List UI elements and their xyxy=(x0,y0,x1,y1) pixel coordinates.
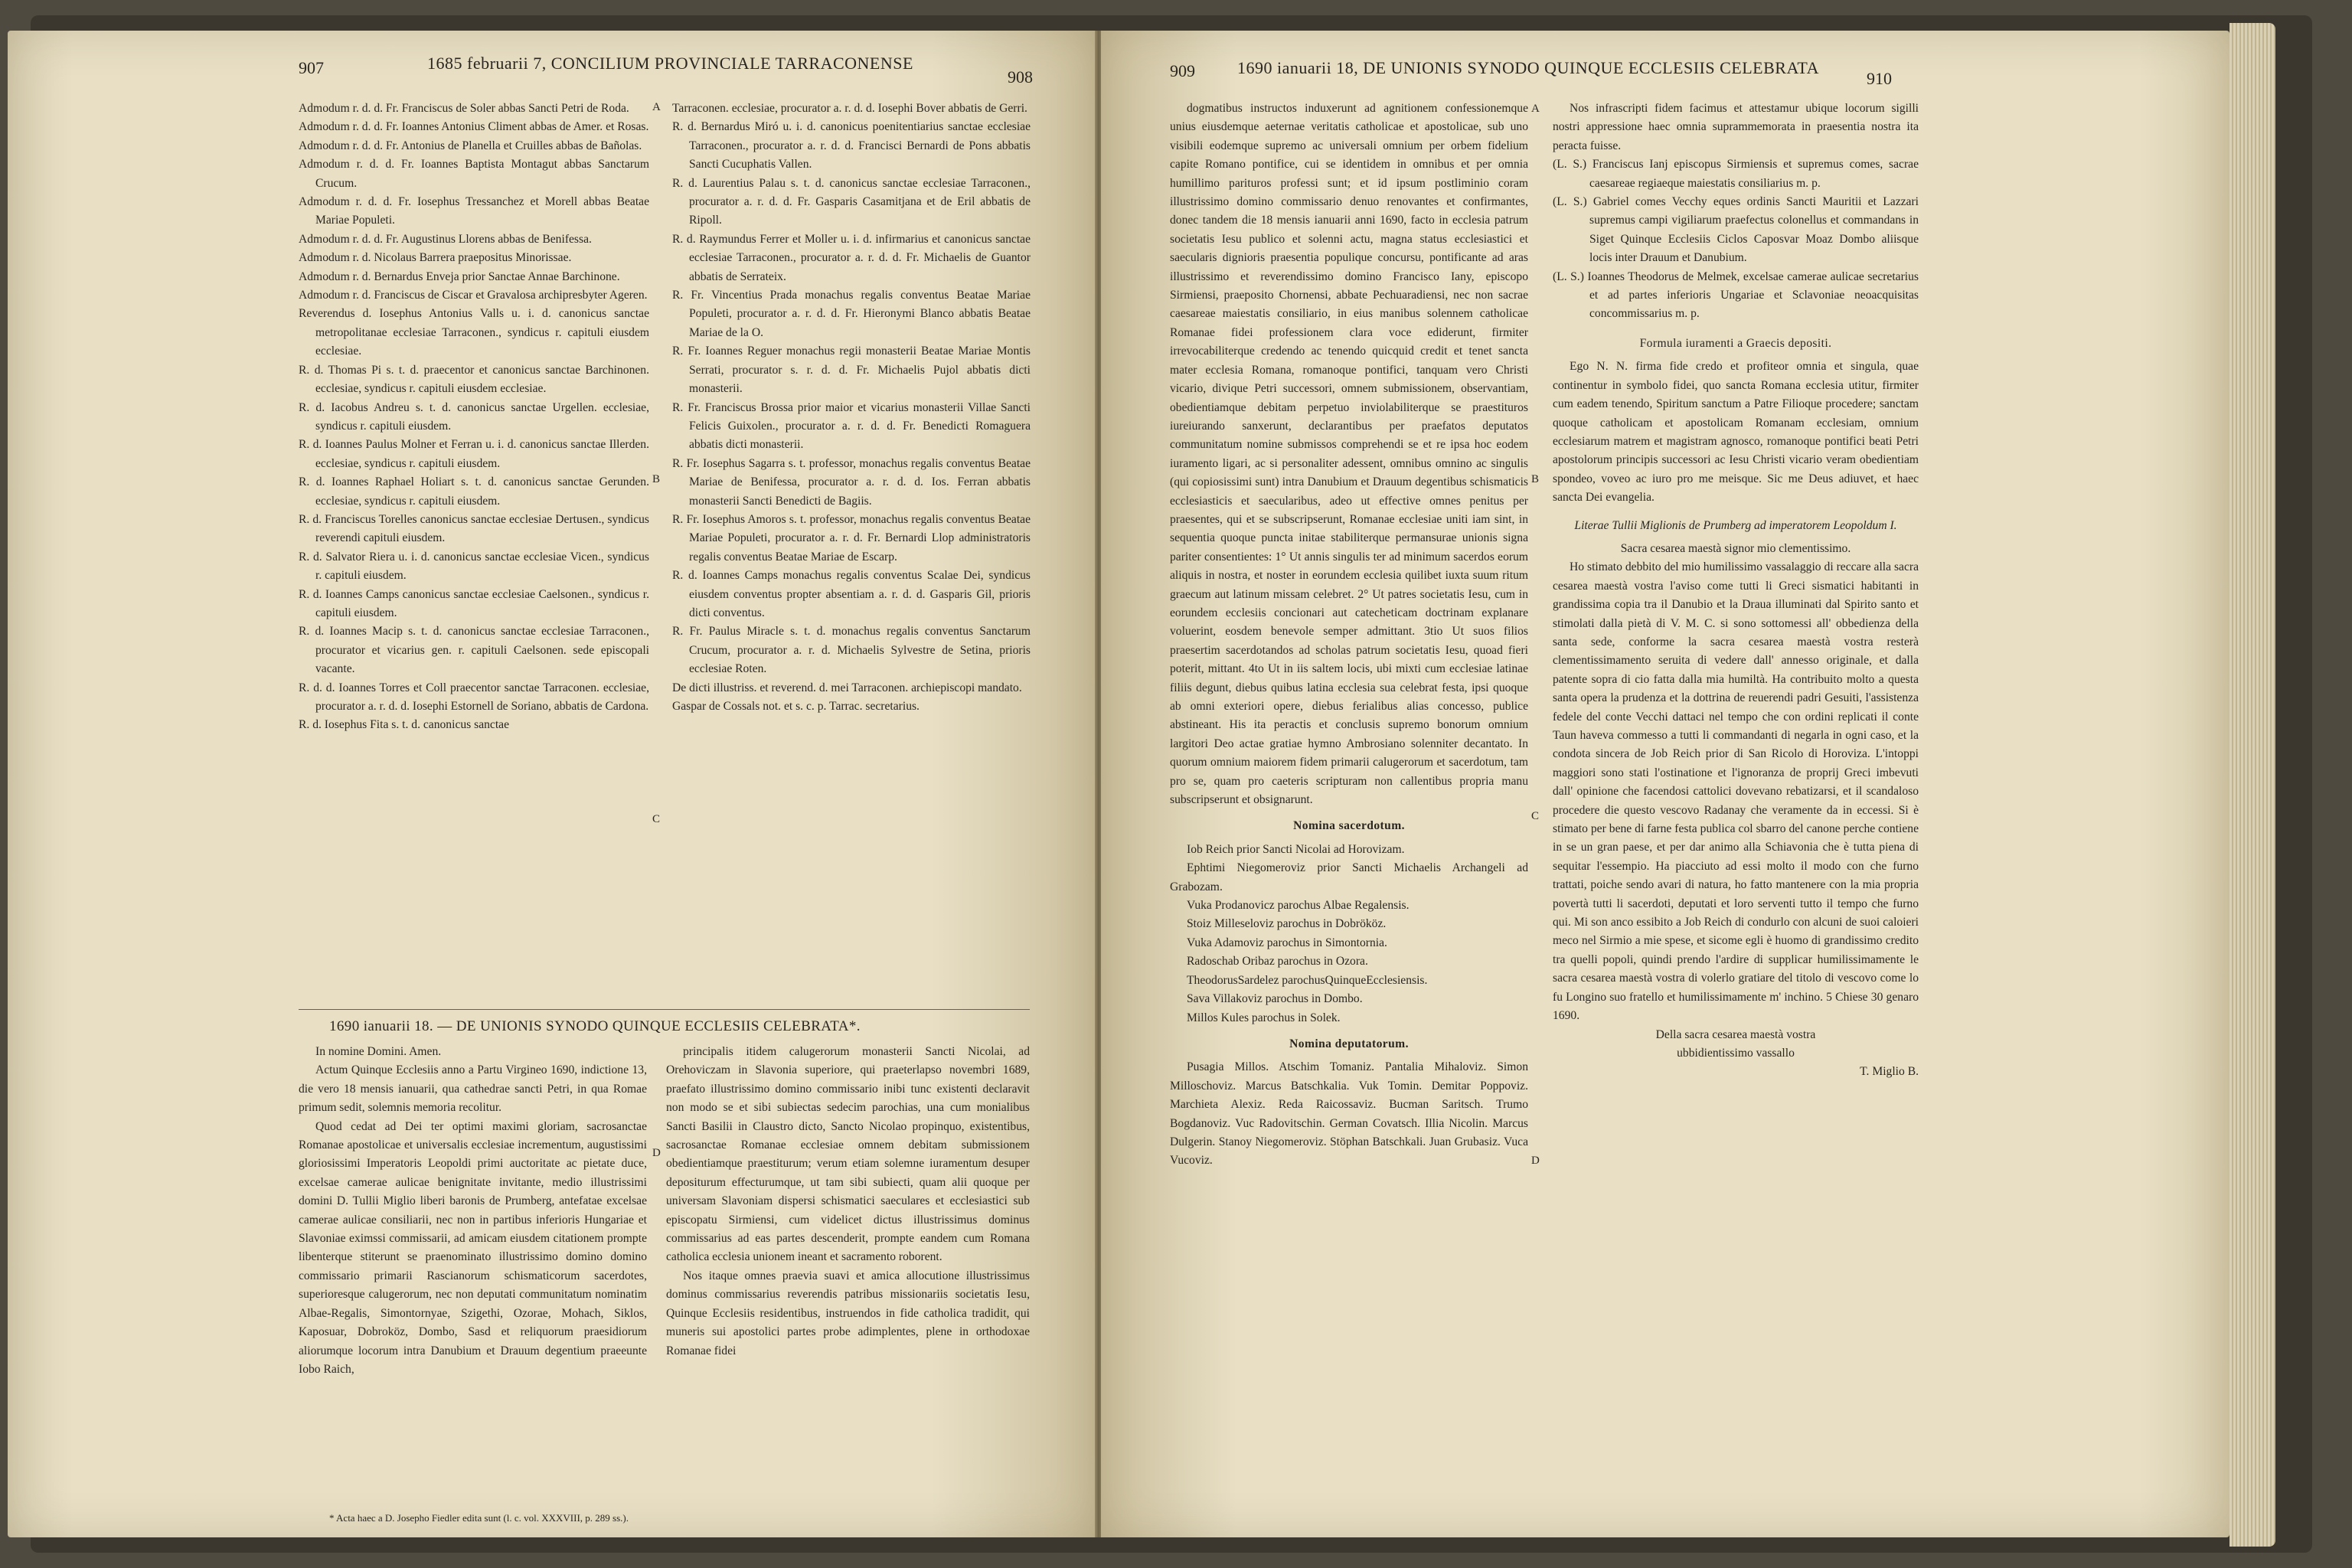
margin-letter: A xyxy=(652,101,661,113)
footnote: * Acta haec a D. Josepho Fiedler edita sunt (l. c. vol. XXXVIII, p. 289 ss.). xyxy=(329,1512,629,1524)
list-entry: R. d. Bernardus Miró u. i. d. canonicus poenitentiarius sanctae ecclesiae Tarraconen., procurator a. r. d. d. Francisci Bernardi de Pons abbatis Sancti Cucuphatis Vallen. xyxy=(672,120,1031,172)
seal-mark: (L. S.) xyxy=(1553,158,1592,172)
letter-paragraph: Della sacra cesarea maestà vostra xyxy=(1655,1027,1816,1041)
list-entry: R. d. Ioannes Raphael Holiart s. t. d. canonicus sanctae Gerunden. ecclesiae, syndicus r. capituli eiusdem. xyxy=(299,475,649,508)
seal-mark: (L. S.) xyxy=(1553,195,1593,209)
name-entry: Vuka Adamoviz parochus in Simontornia. xyxy=(1187,936,1387,949)
list-entry: R. d. Ioannes Camps canonicus sanctae ecclesiae Caelsonen., syndicus r. capituli eiusdem. xyxy=(299,587,649,619)
list-entry: R. d. Laurentius Palau s. t. d. canonicus sanctae ecclesiae Tarraconen., procurator a. r. d. d. Fr. Gasparis Casamitjana et de Eril abbatis de Ripoll. xyxy=(672,176,1031,227)
list-entry: R. d. Ioannes Macip s. t. d. canonicus sanctae ecclesiae Tarraconen., procurator et vicarius gen. r. capituli Caelsonen. sede episcopali vacante. xyxy=(299,625,649,676)
list-entry: Admodum r. d. d. Fr. Augustinus Llorens abbas de Benifessa. xyxy=(299,232,592,246)
name-entry: Vuka Prodanovicz parochus Albae Regalensis. xyxy=(1187,899,1410,913)
nomina-sacerdotum-list xyxy=(1170,841,1528,1027)
letter-text xyxy=(1553,540,1919,1082)
name-entry: Iob Reich prior Sancti Nicolai ad Horovizam. xyxy=(1187,842,1405,856)
name-entry: Millos Kules parochus in Solek. xyxy=(1187,1011,1341,1024)
list-entry: R. d. Franciscus Torelles canonicus sanctae ecclesiae Dertusen., syndicus reverendi capituli eiusdem. xyxy=(299,512,649,545)
name-entry: TheodorusSardelez parochusQuinqueEcclesiensis. xyxy=(1187,973,1428,987)
nomina-sacerdotum-heading: Nomina sacerdotum. xyxy=(1293,819,1405,833)
list-entry: Admodum r. d. Franciscus de Ciscar et Gravalosa archipresbyter Ageren. xyxy=(299,289,648,302)
list-entry: R. Fr. Iosephus Amoros s. t. professor, monachus regalis conventus Beatae Mariae Populeti, procurator a. r. d. Fr. Bernardi Llop administratoris regalis conventus Beatae Mariae de Escarp. xyxy=(672,512,1031,564)
name-entry: Ephtimi Niegomeroviz prior Sancti Michaelis Archangeli ad Grabozam. xyxy=(1170,861,1528,893)
signer-text: Franciscus Ianj episcopus Sirmiensis et supremus comes, sacrae caesareae regiaeque maiestatis consiliarius m. p. xyxy=(1589,158,1919,190)
paragraph: In nomine Domini. Amen. xyxy=(315,1045,442,1058)
list-entry: R. Fr. Franciscus Brossa prior maior et vicarius monasterii Villae Sancti Felicis Guixolen., procurator a. r. d. d. Fr. Benedicti Romaguera abbatis dicti monasterii. xyxy=(672,400,1031,452)
list-entry: R. d. Raymundus Ferrer et Moller u. i. d. infirmarius et canonicus sanctae ecclesiae Tarraconen., procurator a. r. d. d. Fr. Michaelis de Guantor abbatis de Serrateix. xyxy=(672,232,1031,283)
margin-letter: A xyxy=(1531,103,1540,115)
margin-letter: C xyxy=(1531,810,1540,822)
nomina-deputatorum-heading: Nomina deputatorum. xyxy=(1289,1037,1409,1050)
name-entry: Radoschab Oribaz parochus in Ozora. xyxy=(1187,955,1368,969)
section-divider xyxy=(299,1009,1030,1010)
list-entry: R. d. Thomas Pi s. t. d. praecentor et canonicus sanctae Barchinonen. ecclesiae, syndicus r. capituli eiusdem ecclesiae. xyxy=(299,363,649,396)
name-entry: Stoiz Milleseloviz parochus in Dobrököz. xyxy=(1187,917,1387,931)
list-entry: Admodum r. d. Nicolaus Barrera praepositus Minorissae. xyxy=(299,251,572,265)
signer-text: Gabriel comes Vecchy eques ordinis Sancti Mauritii et Lazzari supremus campi vigiliarum praefectus colonellus et commandans in Siget Quinque Ecclesiis Ciclos Caposvar Moaz Dombo aliisque locis inter Drauum et Danubium. xyxy=(1589,195,1919,265)
list-entry: R. d. Iacobus Andreu s. t. d. canonicus sanctae Urgellen. ecclesiae, syndicus r. capituli eiusdem. xyxy=(299,400,649,433)
column-left-2 xyxy=(672,100,1031,716)
column-right-1 xyxy=(1170,100,1528,1171)
margin-letter: B xyxy=(1531,473,1540,485)
seal-mark: (L. S.) xyxy=(1553,270,1588,283)
paragraph: dogmatibus instructos induxerunt ad agnitionem confessionemque unius eiusdemque aeternae veritatis catholicae et apostolicae, sub uno visibili eodemque supremo ac universali omnium per orbem fidelium capite Romano pontifice, cui se identidem in omnibus et per omnia humillimo parituros professi sunt; et id ipsum postliminio coram illustrissimo domino commissario denuo renovantes et confirmantes, donec tandem die 18 mensis ianuarii anni 1690, facto in ecclesia patrum societatis Iesu publico et solenni actu, magna status ecclesiastici et saecularis dignioris praesentia populique concursu, pontificante ad aras illustrissimo et reverendissimo domino Francisco Iany, episcopo Sirmiensi, praeposito Chornensi, abbate Pechuaradiensi, nec non sacrae caesareae maiestatis consiliario, in eius manibus solennem catholicae Romanae fidei professionem clara voce ediderunt, firmiter irrevocabiliterque credendo ac tenendo quicquid credit et tenet sancta mater ecclesia Romana, romanoque pontifici, tanquam vero Christi vicario, divique Petri successori, omnem submissionem, observantiam, obedientiamque debitam perpetuo inviolabiliterque se praestituros iureiurando sanxerunt, declarantibus per praefatos deputatos communitatum nomine submissos comprehendi se et re ipsa hoc eodem iuramento ligari, ac si personaliter adessent, omnibus omnino ac singulis (qui copiosissimi sunt) intra Danubium et Drauum degentibus schismaticis ecclesiasticis et saecularibus, adeo ut effective omnes penitus per praesentes, qui et se subscripserunt, Romanae ecclesiae uniti iam sint, in sequentia quoque puncta initae stabiliterque permansurae unionis signa pariter consentientes: 1° Ut annis singulis ter ad minimum sacerdos eorum aliquis in nostra, et noster in eorundem ecclesia quilibet iuxta suum ritum graecum aut latinum missam celebret. 2° Ut patres societatis Iesu, cum in eorundem ecclesiis concionari aut catecheticam doctrinam explanare voluerint, eosdem benevole semper admittant. 3tio Ut suos filios praesertim sacerdotandos ad scholas patrum societatis Iesu, quoad fieri poterit, mittant. 4to Ut in iis saltem locis, ubi mixti cum ecclesiae latinae filiis degunt, diebus quibus latina ecclesia sua celebrat festa, ipsi quoque ab omni exteriori opere, diebus ferialibus alias concesso, publice abstineant. His ita peractis et conclusis supremo bonorum omnium largitori Deo actae gratiae hymno Ambrosiano solenniter decantato. In quorum omnium maiorem fidem primarii calugerorum et sacerdotum, tam pro se, quam pro caeteris scripturam non callentibus propria manu subscripserunt et obsignarunt. xyxy=(1170,102,1528,807)
signer-entry xyxy=(1553,193,1919,268)
list-entry: R. d. Ioannes Camps monachus regalis conventus Scalae Dei, syndicus eiusdem conventus propter absentiam a. r. d. d. Gasparis Gil, prioris dicti conventus. xyxy=(672,569,1031,619)
list-entry: Admodum r. d. d. Fr. Antonius de Planella et Cruilles abbas de Bañolas. xyxy=(299,139,642,152)
list-entry: Admodum r. d. d. Fr. Ioannes Baptista Montagut abbas Sanctarum Crucum. xyxy=(299,158,649,190)
attestation-intro: Nos infrascripti fidem facimus et attestamur ubique locorum sigilli nostri appressione haec omnia suprammemorata in praesentia nostra ita peracta fuisse. xyxy=(1553,102,1919,152)
list-entry: R. d. Ioannes Paulus Molner et Ferran u. i. d. canonicus sanctae Illerden. ecclesiae, syndicus r. capituli eiusdem. xyxy=(299,438,649,470)
margin-letter: B xyxy=(652,473,661,485)
letter-paragraph: Ho stimato debbito del mio humilissimo vassalaggio di reccare alla sacra cesarea maestà vostra l'aviso come tutti li Greci sismatici habitanti in grandissima copia tra il Danubio et la Draua illuminati dal Spirito santo et stimolati dalla pietà di V. M. C. si sono sottomessi all' obbedienza della santa sede, conforme la sacra cesarea maestà vostra resterà clementissimamento seruita di vedere dall' annesso originale, et dalla patente sopra di cio fatta dalla mia humiltà. Ha contribuito molto a questa santa opera la prudenza et la dottrina de reuerendi padri Gesuiti, l'assistenza fedele del conte Vecchi dattaci nel tempo che con ordini replicati il conte Taun haveva commesso a tutti li commandanti di negarla in ogni caso, et la condota sincera de Job Reich prior di San Ricolo di Horoviza. L'intoppi maggiori sono stati l'ostinatione et l'ignoranza de proprij Greci imbevuti dall' opinione che facendosi cattolici dovevano rebatizarsi, et il scandaloso procedere die questo vescovo Radanay che veramente da in eccessi. Si è stimato per bene di farne festa publica col sbarro del canone perche contiene in se un gran paese, et per dar animo alla Schiavonia che è tutta piena di sequitar l'essempio. Ha piacciuto ad essi molto il modo con che furno trattati, poiche sendo avari di natura, ho fatto mantenere con la mia propria povertà tutti li sacerdoti, deputati et loro serventi tutto il tempo che furno qui. Mi son anco essibito a Job Reich di condurlo con alcuni de suoi caloieri meco nel Sirmio a mie spese, et sicome egli è huomo di grandissimo credito tra quelli popoli, quindi prendo l'ardire di supplicar humilissimamente le sacra cesarea maestà vostra di volerlo gratiare del titolo di vescovo come lo fu Longino suo fratello et humilissimamente m' inchino. 5 Chiese 30 genaro 1690. xyxy=(1553,560,1919,1023)
signer-entry xyxy=(1553,268,1919,324)
signers-list xyxy=(1553,155,1919,324)
page-number: 909 xyxy=(1170,61,1195,80)
column-right-2 xyxy=(1553,100,1919,1082)
page-number: 907 xyxy=(299,58,324,77)
running-head: 1685 februarii 7, CONCILIUM PROVINCIALE TARRACONENSE xyxy=(427,54,913,73)
list-entry: R. d. Iosephus Fita s. t. d. canonicus sanctae xyxy=(299,718,510,732)
paragraph: Nos itaque omnes praevia suavi et amica allocutione illustrissimus dominus commissarius reverendis patribus missionariis societatis Iesu, Quinque Ecclesiis residentibus, instruendos in fide catholica tradidit, qui muneris sui apostolici partes probe adimplentes, plene in orthodoxae Romanae fidei xyxy=(666,1269,1030,1357)
list-entry: R. Fr. Iosephus Sagarra s. t. professor, monachus regalis conventus Beatae Mariae de Benifessa, procurator a. r. d. d. Ios. Ferran abbatis monasterii Sancti Benedicti de Bagiis. xyxy=(672,456,1031,508)
column-left-1 xyxy=(299,100,649,735)
list-entry: R. Fr. Paulus Miracle s. t. d. monachus regalis conventus Sanctarum Crucum, procurator a. r. d. Michaelis Sylvestre de Setina, prioris ecclesiae Roten. xyxy=(672,625,1031,676)
list-entry: R. d. d. Ioannes Torres et Coll praecentor sanctae Tarraconen. ecclesiae, procurator a. r. d. d. Iosephi Estornell de Soriano, abbatis de Cardona. xyxy=(299,681,649,713)
unio-text xyxy=(1170,100,1528,809)
signer-entry xyxy=(1553,155,1919,193)
section-title: 1690 ianuarii 18. — DE UNIONIS SYNODO QUINQUE ECCLESIIS CELEBRATA*. xyxy=(329,1018,861,1034)
list-entry: Tarraconen. ecclesiae, procurator a. r. d. d. Iosephi Bover abbatis de Gerri. xyxy=(672,102,1027,115)
list-entry: Gaspar de Cossals not. et s. c. p. Tarrac. secretarius. xyxy=(672,700,920,713)
paragraph: principalis itidem calugerorum monasterii Sancti Nicolai, ad Orehoviczam in Slavonia superiore, qui praeterlapso novembri 1689, praefato illustrissimo domino commissario inibi tunc existenti declaravit non modo se et sibi subiectas sedecim parochias, una cum monialibus Sancti Basilii in Claustro dicto, Sancto Nicolao propinquo, existentibus, sacrosanctae Romanae ecclesiae omnem debitam submissionem obedientiamque praestiturum; verum etiam solemne iuramentum desuper depositurum effecturumque, ut tam sibi subiecti, quam alii quoque per universam Slavoniam dispersi schismatici saeculares et ecclesiastici sub episcopatu Sirmiensi, cum videlicet dictus illustrissimus dominus commissarius ad eas partes descenderit, prompte eandem cum Romana catholica ecclesia unionem ineant et sacramento roborent. xyxy=(666,1045,1030,1264)
name-entry: Sava Villakoviz parochus in Dombo. xyxy=(1187,992,1363,1006)
paragraph: Actum Quinque Ecclesiis anno a Partu Virgineo 1690, indictione 13, die vero 18 mensis ianuarii, qua cathedrae sancti Petri, in qua Romae primum sedit, solemnis memoria recolitur. xyxy=(299,1063,647,1115)
margin-letter: C xyxy=(652,813,661,825)
list-entry: R. Fr. Ioannes Reguer monachus regii monasterii Beatae Mariae Montis Serrati, procurator s. r. d. d. Fr. Michaelis Pujol abbatis dicti monasterii. xyxy=(672,345,1031,396)
column-left-3 xyxy=(299,1043,647,1379)
right-page xyxy=(1101,31,2230,1537)
list-entry: R. Fr. Vincentius Prada monachus regalis conventus Beatae Mariae Populeti, procurator a. r. d. d. Fr. Hieronymi Blanco abbatis Beatae Mariae de la O. xyxy=(672,289,1031,339)
list-entry: Admodum r. d. d. Fr. Iosephus Tressanchez et Morell abbas Beatae Mariae Populeti. xyxy=(299,195,649,227)
signer-text: Ioannes Theodorus de Melmek, excelsae camerae aulicae secretarius et ad partes inferioris Ungariae et Sclavoniae neoacquisitas concommissarius m. p. xyxy=(1587,270,1919,321)
letter-paragraph: T. Miglio B. xyxy=(1860,1065,1919,1079)
running-head: 1690 ianuarii 18, DE UNIONIS SYNODO QUINQUE ECCLESIIS CELEBRATA xyxy=(1237,58,1819,77)
letter-paragraph: ubbidientissimo vassallo xyxy=(1677,1046,1795,1060)
nomina-deputatorum-text: Pusagia Millos. Atschim Tomaniz. Pantalia Mihaloviz. Simon Milloschoviz. Marcus Batschkalia. Vuk Tomin. Demitar Poppoviz. Marchieta Alexiz. Reda Raicossaviz. Bucman Saritsch. Trumo Bogdanoviz. Vuc Radovitschin. German Covatsch. Illia Nicolin. Marcus Dulgerin. Stanoy Niegomeroviz. Stöphan Batschkali. Juan Grubasiz. Vuca Vucoviz. xyxy=(1170,1060,1528,1168)
letter-paragraph: Sacra cesarea maestà signor mio clementissimo. xyxy=(1620,541,1851,555)
page-number: 908 xyxy=(1008,67,1033,87)
page-edges xyxy=(2230,23,2275,1547)
list-entry: Admodum r. d. Bernardus Enveja prior Sanctae Annae Barchinone. xyxy=(299,270,620,283)
page-number: 910 xyxy=(1867,69,1892,88)
margin-letter: D xyxy=(1531,1155,1540,1167)
left-page xyxy=(8,31,1095,1537)
list-entry: Admodum r. d. d. Fr. Ioannes Antonius Climent abbas de Amer. et Rosas. xyxy=(299,120,649,134)
paragraph: Quod cedat ad Dei ter optimi maximi gloriam, sacrosanctae Romanae apostolicae et universalis ecclesiae incrementum, augustissimi gloriosissimi Imperatoris Leopoldi primi auctoritate ac pietate duce, excelsae camerae aulicae benignitate invitante, medio illustrissimi domini D. Tullii Miglio liberi baronis de Prumberg, antefatae excelsae camerae aulicae consiliarii, nec non in partibus inferioris Hungariae et Slavoniae eximssi commissarii, ad amicam eiusdem citationem prompte libenterque stiterunt se praenominato illustrissimo domino domino commissario primarii Rascianorum schismaticorum sacerdotes, superioresque calugerorum, nec non deputati communitatum nominatim Albae-Regalis, Simontornyae, Szigethi, Ozorae, Mohach, Siklos, Kaposuar, Dobroköz, Dombo, Sasd et reliquorum praesidiorum aliorumque locorum intra Danubium et Drauum degentium praeeunte Iobo Raich, xyxy=(299,1119,647,1376)
letter-heading: Literae Tullii Miglionis de Prumberg ad imperatorem Leopoldum I. xyxy=(1574,518,1897,532)
list-entry: De dicti illustriss. et reverend. d. mei Tarraconen. archiepiscopi mandato. xyxy=(672,681,1022,694)
formula-text: Ego N. N. firma fide credo et profiteor omnia et singula, quae continentur in symbolo fidei, quo sancta Romana ecclesia utitur, firmiter cum eadem tenendo, Spiritum sanctum a Patre Filioque procedere; sanctam quoque catholicam et apostolicam Romanam ecclesiam, omnium ecclesiarum matrem et magistram agnosco, romanoque pontifici beati Petri apostolorum principis successori ac Iesu Christi vicario veram obedientiam spondeo, voveo ac iuro pro me meisque. Sic me Deus adiuvet, et haec sancta Dei evangelia. xyxy=(1553,360,1919,505)
margin-letter: D xyxy=(652,1147,661,1159)
formula-heading: Formula iuramenti a Graecis depositi. xyxy=(1639,336,1832,350)
list-entry: Reverendus d. Iosephus Antonius Valls u. i. d. canonicus sanctae metropolitanae ecclesiae Tarraconen., syndicus r. capituli eiusdem ecclesiae. xyxy=(299,307,649,358)
list-entry: Admodum r. d. d. Fr. Franciscus de Soler abbas Sancti Petri de Roda. xyxy=(299,102,629,115)
column-left-4 xyxy=(666,1043,1030,1361)
list-entry: R. d. Salvator Riera u. i. d. canonicus sanctae ecclesiae Vicen., syndicus r. capituli eiusdem. xyxy=(299,550,649,583)
